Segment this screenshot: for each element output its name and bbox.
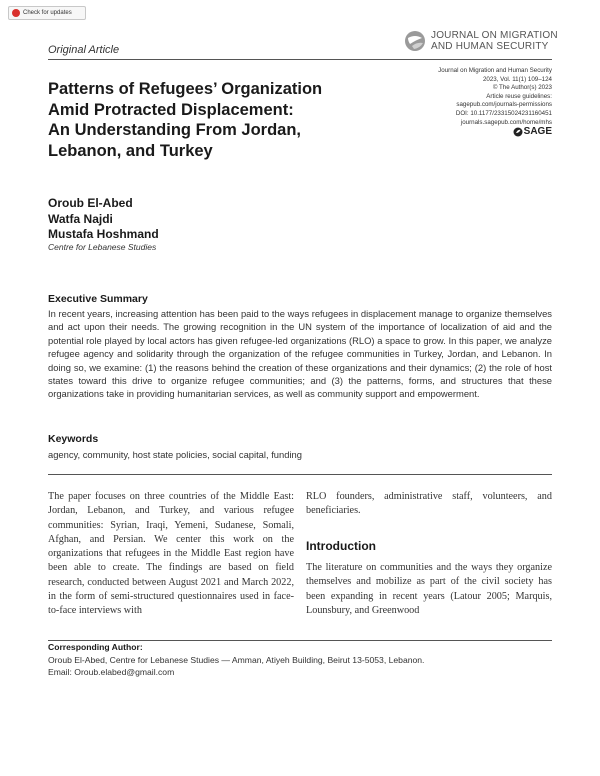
article-type: Original Article — [48, 44, 120, 56]
journal-logo — [404, 30, 558, 52]
introduction-text: The literature on communities and the ways they organize themselves and mobilize as part of the civil society has been expanding in recent years (Latour 2005; Marquis, Lounsbury, and Greenwood — [306, 562, 552, 616]
globe-icon — [404, 30, 426, 52]
corresponding-author-email[interactable]: Email: Oroub.elabed@gmail.com — [48, 666, 175, 677]
meta-journal: Journal on Migration and Human Security — [438, 67, 552, 74]
executive-summary-heading: Executive Summary — [48, 293, 148, 305]
author-name: Oroub El-Abed — [48, 196, 133, 210]
keywords-divider — [48, 474, 552, 475]
header-divider — [48, 59, 552, 60]
meta-permissions-link[interactable]: sagepub.com/journals-permissions — [456, 101, 552, 109]
meta-volume: 2023, Vol. 11(1) 109–124 — [482, 75, 552, 83]
article-metadata — [438, 67, 552, 127]
author-affiliation: Centre for Lebanese Studies — [48, 242, 157, 252]
body-right-column-top: RLO founders, administrative staff, volunteers, and beneficiaries. — [306, 491, 552, 517]
corresponding-author-address: Oroub El-Abed, Centre for Lebanese Studies — Amman, Atiyeh Building, Beirut 13-5053, Lebanon. — [48, 655, 425, 665]
check-for-updates-badge[interactable] — [8, 6, 86, 20]
author-name: Watfa Najdi — [48, 212, 113, 226]
meta-reuse: Article reuse guidelines: — [486, 92, 552, 100]
author-name: Mustafa Hoshmand — [48, 227, 159, 241]
introduction-heading: Introduction — [306, 539, 376, 553]
publisher-logo: SAGE — [513, 126, 552, 137]
executive-summary-text: In recent years, increasing attention has been paid to the ways refugees in displacement manage to organize themselves and act upon their needs. The growing recognition in the UN system of the importance of localization of aid and the potential role played by local actors has given refugee-led organizations (RLO) a space to grow. In this paper, we analyze refugee agency and solidarity through the organization of the refugee communities in Turkey, Jordan, and Lebanon. In doing so, we examine: (1) the reasons behind the creation of these organizations and their dynamics; (2) the role of host states toward this drive to organize refugee communities; and (3) the patterns, forms, and structures that these organizations take in providing humanitarian services, as well as community support and empowerment. — [48, 308, 552, 400]
corresponding-author-heading: Corresponding Author: — [48, 642, 143, 652]
journal-name: JOURNAL ON MIGRATION AND HUMAN SECURITY — [431, 30, 558, 52]
meta-doi[interactable]: DOI: 10.1177/23315024231160451 — [455, 109, 552, 117]
check-updates-label: Check for updates — [23, 10, 72, 16]
sage-leaf-icon — [513, 127, 523, 137]
article-title: Patterns of Refugees’ Organization Amid Protracted Displacement: An Understanding From Jordan, Lebanon, and Turkey — [48, 80, 323, 160]
keywords-heading: Keywords — [48, 433, 99, 445]
meta-homepage-link[interactable]: journals.sagepub.com/home/mhs — [460, 118, 552, 126]
keywords-text: agency, community, host state policies, social capital, funding — [48, 449, 302, 460]
corresponding-author-details — [48, 655, 552, 678]
body-left-column: The paper focuses on three countries of the Middle East: Jordan, Lebanon, and Turkey, and various refugee communities: Syrian, Iraqi, Yemeni, Sudanese, Somali, Afghan, and Persian. We center this work on the organizations that refugees in the Middle East region have been able to create. The findings are based on field research, conducted between August 2021 and March 2022, in the form of semi-structured questionnaires used in face-to-face interviews with — [48, 491, 294, 617]
crossmark-icon — [12, 9, 20, 17]
footnote-divider — [48, 640, 552, 641]
meta-copyright: © The Author(s) 2023 — [492, 84, 552, 92]
